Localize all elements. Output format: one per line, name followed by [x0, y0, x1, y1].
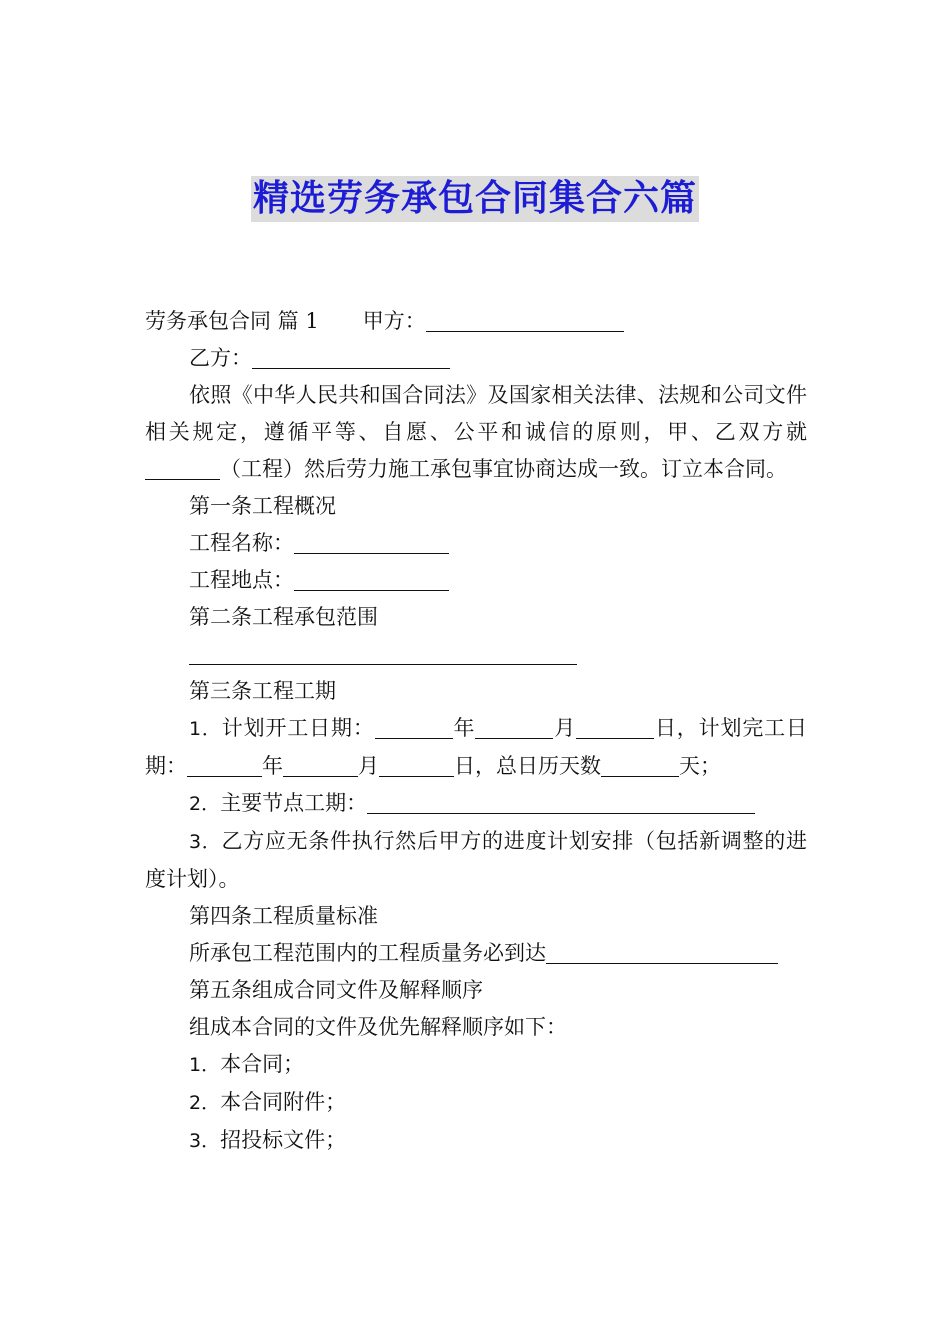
- party-b-line: [145, 340, 807, 377]
- year-label: 年: [262, 754, 283, 778]
- contract-label: 劳务承包合同 篇 1: [145, 309, 319, 333]
- project-site-label: 工程地点：: [189, 568, 294, 592]
- project-site-blank: [294, 568, 449, 591]
- year-label: 年: [452, 716, 476, 740]
- list-item: [145, 1084, 807, 1122]
- project-blank: [145, 457, 220, 480]
- total-days-label: 日，总日历天数: [454, 754, 601, 778]
- article-4-heading: 第四条工程质量标准: [189, 904, 378, 928]
- scope-blank: [189, 642, 577, 665]
- finish-date-label: 日，计划完工日期：: [145, 716, 808, 778]
- start-date-label: 计划开工日期：: [221, 716, 375, 740]
- list-item-text: 本合同附件；: [220, 1090, 347, 1114]
- days-unit: 天；: [679, 754, 721, 778]
- party-b-label: 乙方：: [189, 346, 252, 370]
- project-site-line: [145, 562, 807, 599]
- list-item: [145, 1046, 807, 1084]
- schedule-paragraph: [145, 710, 807, 785]
- start-month-blank: [475, 716, 553, 739]
- heading-line: [145, 303, 807, 340]
- title-container: [0, 176, 950, 222]
- article-3-heading: 第三条工程工期: [189, 679, 336, 703]
- party-a-label: 甲方：: [362, 309, 426, 333]
- list-item-text: 本合同；: [220, 1052, 305, 1076]
- party-b-blank: [252, 346, 450, 369]
- item-number: 2．: [189, 1092, 221, 1114]
- project-name-blank: [294, 531, 449, 554]
- article-2-heading: 第二条工程承包范围: [189, 605, 378, 629]
- progress-paragraph: [145, 823, 807, 898]
- milestone-label: 主要节点工期：: [220, 791, 368, 815]
- start-day-blank: [576, 716, 654, 739]
- item-number: 2．: [189, 793, 221, 815]
- total-days-blank: [601, 754, 679, 777]
- quality-label: 所承包工程范围内的工程质量务必到达: [189, 941, 546, 965]
- quality-blank: [546, 941, 778, 964]
- project-name-line: [145, 525, 807, 562]
- milestone-line: [145, 785, 807, 823]
- article-1-heading: 第一条工程概况: [189, 494, 336, 518]
- document-title: 精选劳务承包合同集合六篇: [251, 176, 699, 222]
- item-number: 3．: [189, 831, 222, 853]
- intro-paragraph: [145, 377, 807, 488]
- start-year-blank: [375, 716, 453, 739]
- item-number: 1．: [189, 718, 222, 740]
- scope-line: [145, 636, 807, 673]
- item-number: 1．: [189, 1054, 221, 1076]
- list-item-text: 招投标文件；: [220, 1128, 347, 1152]
- intro-text-2: （工程）然后劳力施工承包事宜协商达成一致。订立本合同。: [220, 457, 787, 481]
- end-month-blank: [283, 754, 358, 777]
- party-a-blank: [426, 309, 624, 332]
- milestone-blank: [367, 791, 755, 814]
- document-body: [145, 303, 807, 1160]
- item-number: 3．: [189, 1130, 221, 1152]
- order-intro: 组成本合同的文件及优先解释顺序如下：: [189, 1015, 567, 1039]
- progress-text: 乙方应无条件执行然后甲方的进度计划安排（包括新调整的进度计划）。: [145, 829, 807, 891]
- month-label: 月: [358, 754, 379, 778]
- list-item: [145, 1122, 807, 1160]
- end-day-blank: [379, 754, 454, 777]
- quality-line: [145, 935, 807, 972]
- project-name-label: 工程名称：: [189, 531, 294, 555]
- end-year-blank: [187, 754, 262, 777]
- month-label: 月: [553, 716, 577, 740]
- article-5-heading: 第五条组成合同文件及解释顺序: [189, 978, 483, 1002]
- intro-text-1: 依照《中华人民共和国合同法》及国家相关法律、法规和公司文件相关规定，遵循平等、自愿、公平和诚信的原则，甲、乙双方就: [145, 383, 807, 444]
